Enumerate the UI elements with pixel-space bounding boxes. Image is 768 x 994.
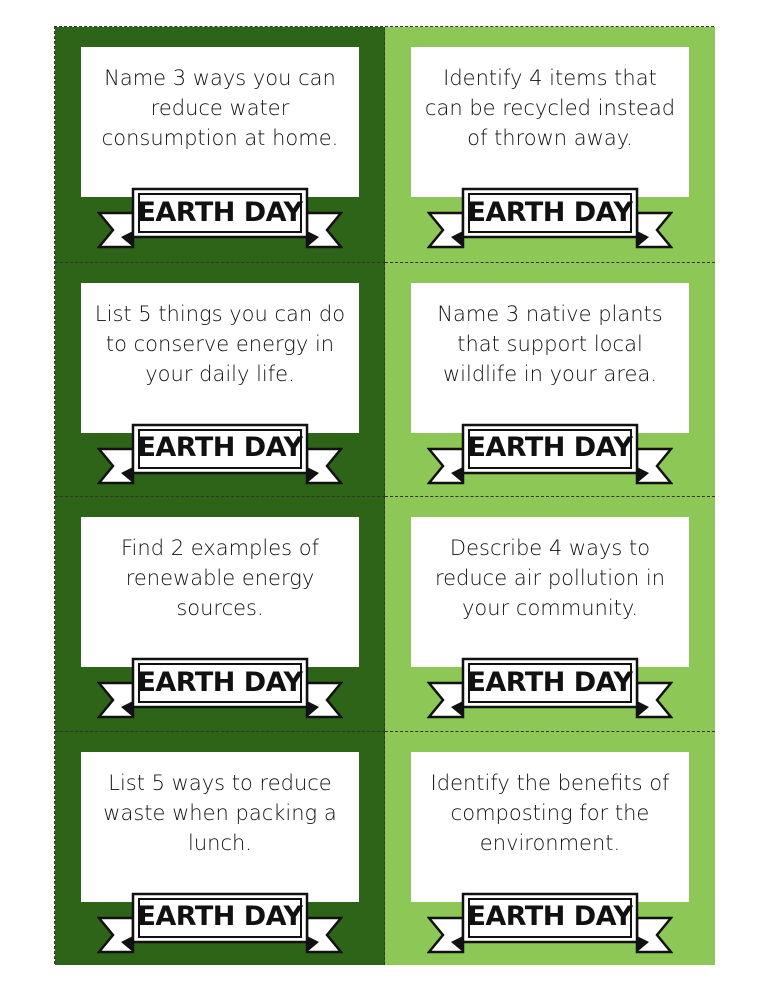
task-card: [385, 262, 715, 497]
task-card: [385, 731, 715, 966]
banner-label: EARTH DAY: [467, 901, 633, 932]
card-prompt: Name 3 native plants that support local wildlife in your area.: [437, 301, 663, 386]
task-card: [55, 496, 385, 731]
prompt-box: [81, 283, 359, 433]
earth-day-banner: [97, 185, 343, 249]
prompt-box: [411, 47, 689, 197]
card-prompt: Find 2 examples of renewable energy sources.: [121, 536, 319, 620]
prompt-box: [81, 47, 359, 197]
banner-label: EARTH DAY: [137, 432, 303, 463]
prompt-box: [411, 752, 689, 902]
banner-label: EARTH DAY: [137, 901, 303, 932]
banner-label: EARTH DAY: [467, 432, 633, 463]
earth-day-banner: [427, 890, 673, 954]
task-card: [55, 262, 385, 497]
task-card: [55, 731, 385, 966]
task-card-sheet: [54, 26, 714, 964]
banner-label: EARTH DAY: [467, 666, 633, 698]
task-card: [385, 496, 715, 731]
prompt-box: [411, 517, 689, 667]
earth-day-banner: [427, 185, 673, 249]
earth-day-banner: [97, 421, 343, 485]
prompt-box: [81, 752, 359, 902]
earth-day-banner: [427, 655, 673, 719]
card-prompt: Identify 4 items that can be recycled instead of thrown away.: [424, 66, 676, 150]
card-prompt: List 5 things you can do to conserve energy in your daily life.: [94, 301, 346, 386]
task-card: [385, 27, 715, 262]
earth-day-banner: [97, 890, 343, 954]
task-card: [55, 27, 385, 262]
banner-label: EARTH DAY: [137, 666, 303, 698]
prompt-box: [81, 517, 359, 667]
earth-day-banner: [427, 421, 673, 485]
prompt-box: [411, 283, 689, 433]
card-prompt: Describe 4 ways to reduce air pollution in your community.: [434, 536, 666, 620]
banner-label: EARTH DAY: [467, 196, 633, 228]
earth-day-banner: [97, 655, 343, 719]
banner-label: EARTH DAY: [137, 196, 303, 228]
card-prompt: List 5 ways to reduce waste when packing a lunch.: [103, 770, 337, 855]
card-prompt: Name 3 ways you can reduce water consumption at home.: [101, 66, 339, 150]
card-prompt: Identify the benefits of composting for the environment.: [430, 770, 670, 855]
